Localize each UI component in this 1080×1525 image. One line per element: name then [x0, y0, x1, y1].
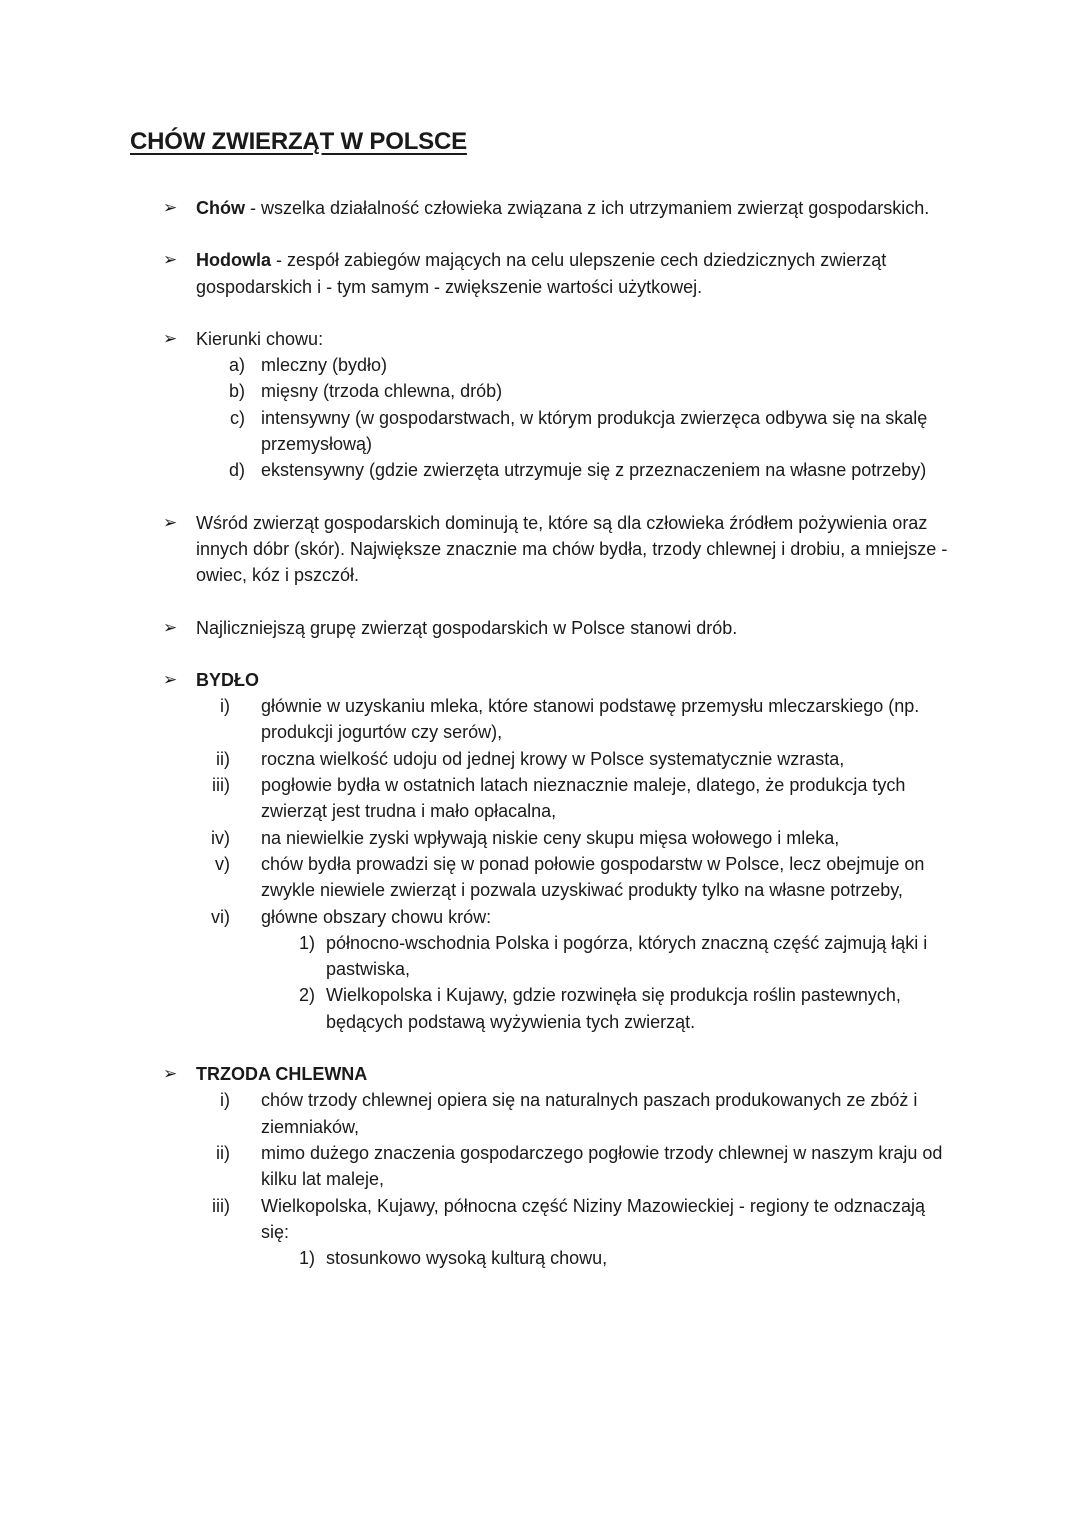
- paragraph-najliczniejsza: [0, 615, 1080, 641]
- list-item: [0, 1193, 1080, 1246]
- term-chow: Chów: [196, 198, 245, 218]
- document-body: [0, 195, 1080, 1297]
- sub-list-item: [0, 1245, 1080, 1271]
- list-item: [0, 1087, 1080, 1140]
- list-item-text: mięsny (trzoda chlewna, drób): [261, 381, 503, 402]
- list-item: [0, 851, 1080, 904]
- section-heading: Kierunki chowu:: [196, 328, 324, 349]
- list-marker: ii): [216, 1142, 230, 1163]
- list-item-text: chów bydła prowadzi się w ponad połowie gospodarstw w Polsce, lecz obejmuje on zwykle niewiele zwierząt i pozwala uzyskiwać produkty tylko na własne potrzeby,: [261, 853, 925, 901]
- list-item-text: Wielkopolska, Kujawy, północna część Niziny Mazowieckiej - regiony te odznaczają się:: [261, 1195, 925, 1242]
- list-marker: d): [228, 460, 245, 481]
- term-hodowla: Hodowla: [196, 250, 271, 271]
- list-marker: v): [215, 853, 230, 874]
- arrow-bullet-icon: ➢: [163, 1064, 178, 1084]
- list-item: [0, 904, 1080, 930]
- arrow-bullet-icon: ➢: [163, 512, 178, 532]
- list-marker: iii): [212, 775, 230, 796]
- section-heading: BYDŁO: [196, 669, 259, 690]
- definition-hodowla: [0, 247, 1080, 300]
- section-kierunki: [0, 326, 1080, 484]
- list-item-text: główne obszary chowu krów:: [261, 906, 492, 927]
- list-item-text: roczna wielkość udoju od jednej krowy w Polsce systematycznie wzrasta,: [261, 748, 845, 769]
- page-title: CHÓW ZWIERZĄT W POLSCE: [130, 128, 467, 155]
- sub-list-item: [0, 982, 1080, 1035]
- paragraph-text: Wśród zwierząt gospodarskich dominują te, które są dla człowieka źródłem pożywienia oraz innych dóbr (skór). Największe znacznie ma chów bydła, trzody chlewnej i drobiu, a mniejsze - owiec, kóz i pszczół.: [196, 512, 948, 586]
- definition-text: - wszelka działalność człowieka związana z ich utrzymaniem zwierząt gospodarskich.: [245, 198, 930, 218]
- sub-list-item: [0, 930, 1080, 983]
- list-item: [0, 352, 1080, 378]
- list-marker: 1): [298, 1248, 315, 1269]
- list-marker: b): [228, 381, 245, 402]
- list-item: [0, 746, 1080, 772]
- list-marker: c): [230, 407, 245, 428]
- section-trzoda: [0, 1061, 1080, 1271]
- list-item-text: mleczny (bydło): [261, 355, 388, 376]
- paragraph-wsrod: [0, 510, 1080, 589]
- list-item-text: Wielkopolska i Kujawy, gdzie rozwinęła się produkcja roślin pastewnych, będących podstawą wyżywienia tych zwierząt.: [326, 985, 901, 1032]
- list-marker: i): [220, 696, 230, 717]
- arrow-bullet-icon: ➢: [163, 669, 178, 689]
- list-item: [0, 1140, 1080, 1193]
- list-marker: vi): [211, 906, 230, 927]
- arrow-bullet-icon: ➢: [163, 328, 178, 348]
- list-item: [0, 693, 1080, 746]
- list-marker: 2): [298, 985, 315, 1006]
- list-item-text: ekstensywny (gdzie zwierzęta utrzymuje się z przeznaczeniem na własne potrzeby): [261, 460, 927, 481]
- section-bydlo: [0, 667, 1080, 1035]
- paragraph-text: Najliczniejszą grupę zwierząt gospodarskich w Polsce stanowi drób.: [196, 617, 738, 638]
- arrow-bullet-icon: ➢: [163, 617, 178, 637]
- list-item: [0, 378, 1080, 404]
- list-item: [0, 825, 1080, 851]
- list-marker: iii): [212, 1195, 230, 1216]
- list-item: [0, 457, 1080, 483]
- list-item-text: na niewielkie zyski wpływają niskie ceny skupu mięsa wołowego i mleka,: [261, 827, 840, 848]
- list-marker: ii): [216, 748, 230, 769]
- list-item-text: głównie w uzyskaniu mleka, które stanowi podstawę przemysłu mleczarskiego (np. produkcji jogurtów czy serów),: [261, 696, 920, 743]
- definition-chow: [0, 195, 1080, 221]
- list-marker: a): [228, 355, 245, 376]
- list-item-text: pogłowie bydła w ostatnich latach nieznacznie maleje, dlatego, że produkcja tych zwierząt jest trudna i mało opłacalna,: [261, 775, 906, 822]
- list-item-text: północno-wschodnia Polska i pogórza, których znaczną część zajmują łąki i pastwiska,: [326, 932, 928, 980]
- list-item: [0, 405, 1080, 458]
- list-item-text: mimo dużego znaczenia gospodarczego pogłowie trzody chlewnej w naszym kraju od kilku lat maleje,: [261, 1142, 943, 1190]
- list-item-text: stosunkowo wysoką kulturą chowu,: [326, 1248, 608, 1269]
- list-marker: iv): [211, 827, 230, 848]
- list-marker: 1): [298, 932, 315, 953]
- list-item-text: chów trzody chlewnej opiera się na naturalnych paszach produkowanych ze zbóż i ziemniaków,: [261, 1090, 918, 1137]
- definition-text: - zespół zabiegów mających na celu ulepszenie cech dziedzicznych zwierząt gospodarskich i - tym samym - zwiększenie wartości użytkowej.: [196, 250, 887, 297]
- list-marker: i): [220, 1090, 230, 1111]
- section-heading: TRZODA CHLEWNA: [196, 1064, 368, 1085]
- arrow-bullet-icon: ➢: [163, 198, 178, 217]
- list-item-text: intensywny (w gospodarstwach, w którym produkcja zwierzęca odbywa się na skalę przemysłową): [261, 407, 928, 455]
- list-item: [0, 772, 1080, 825]
- arrow-bullet-icon: ➢: [163, 250, 178, 270]
